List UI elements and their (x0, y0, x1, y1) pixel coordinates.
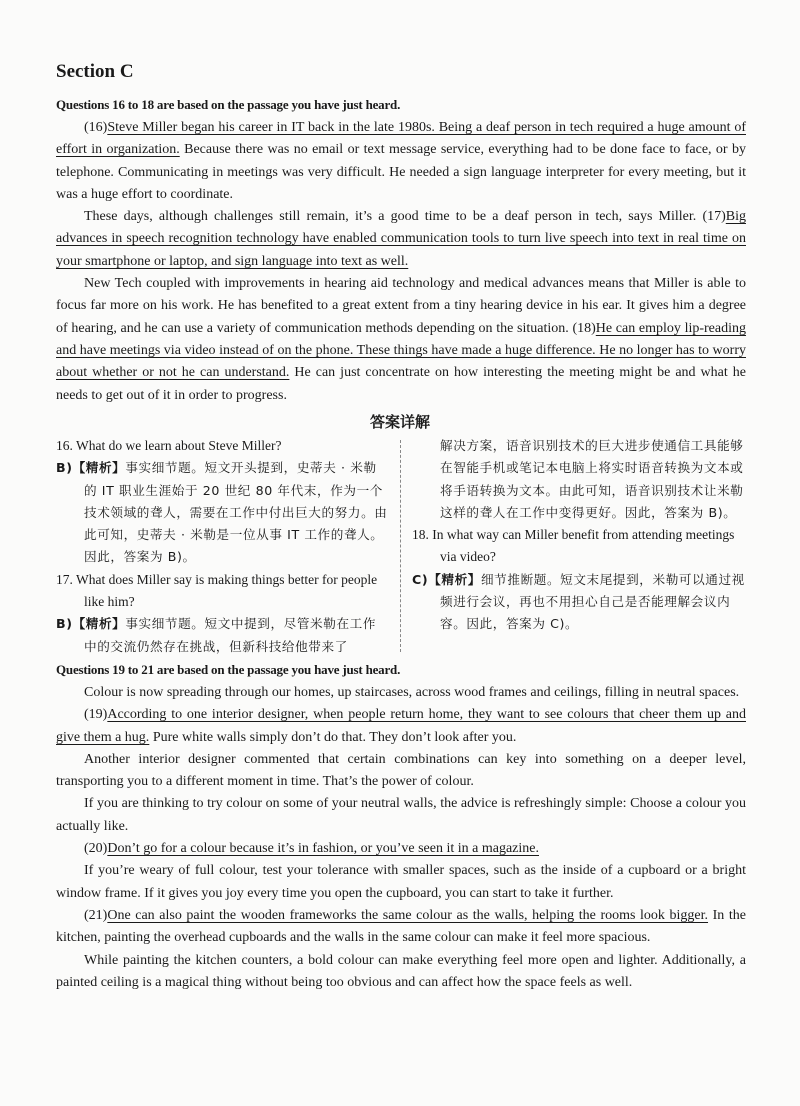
passage-paragraph (56, 273, 746, 407)
underlined-answer-text: Don’t go for a colour because it’s in fashion, or you’ve seen it in a magazine. (107, 841, 539, 857)
question-marker: (21) (84, 907, 108, 923)
answer-choice: B) (56, 616, 73, 632)
underlined-answer-text: One can also paint the wooden frameworks the same colour as the walls, helping the rooms look bigger. (107, 907, 709, 923)
passage-paragraph (56, 704, 746, 749)
paragraph-text: These days, although challenges still remain, it’s a good time to be a deaf person in tech, says Miller. (84, 209, 703, 225)
underlined-answer-text: According to one interior designer, when people return home, they want to see colours that cheer them up and give them a hug. (56, 707, 746, 745)
answer-16 (56, 457, 389, 568)
question-18: 18. In what way can Miller benefit from attending meetings via video? (412, 527, 735, 565)
answer-18 (412, 569, 746, 636)
analysis-text: 细节推断题。短文末尾提到，米勒可以通过视频进行会议，再也不用担心自己是否能理解会议内容。因此，答案为 C)。 (440, 571, 745, 632)
passage-paragraph (56, 905, 746, 950)
question-17: 17. What does Miller say is making things better for people like him? (56, 571, 378, 610)
passage-paragraph: While painting the kitchen counters, a bold colour can make everything feel more open and lighter. Additionally, a painted ceiling is a magical thing without being too obvious and can affect how the space feels as well. (56, 952, 746, 990)
paragraph-text: He can just concentrate on how interesting the meeting might be and what he needs to get out of it in order to progress. (56, 365, 746, 403)
passage-paragraph: If you are thinking to try colour on some of your neutral walls, the advice is refreshingly simple: Choose a colour you actually like. (56, 796, 746, 834)
paragraph-text: In the kitchen, painting the overhead cupboards and the walls in the same colour can make it feel more spacious. (56, 907, 746, 946)
answer-17 (56, 613, 389, 658)
answer-choice: C) (412, 571, 429, 587)
analysis-tag: 【精析】 (72, 616, 126, 632)
paragraph-text: New Tech coupled with improvements in hearing aid technology and medical advances means that Miller is able to focus far more on his work. He has benefited to a great extent from a tiny hearing device in his ear. It gives him a degree of hearing, and he can use a variety of communication methods depending on the situation. (56, 276, 746, 336)
answer-explanations-title: 答案详解 (369, 413, 430, 431)
passage-paragraph (56, 206, 746, 273)
passage-19-21 (56, 682, 746, 994)
answers-left-column (56, 435, 389, 658)
underlined-answer-text: He can employ lip-reading and have meetings via video instead of on the phone. These things have made a huge difference. He no longer has to worry about whether or not he can understand. (56, 320, 747, 381)
passage-paragraph (56, 838, 746, 860)
section-title: Section C (56, 61, 134, 82)
paragraph-text: Pure white walls simply don’t do that. They don’t look after you. (149, 729, 517, 745)
underlined-answer-text: Steve Miller began his career in IT back in the late 1980s. Being a deaf person in tech required a huge amount of effort in organization. (56, 120, 746, 158)
analysis-text: 事实细节题。短文中提到，尽管米勒在工作中的交流仍然存在挑战，但新科技给他带来了 (84, 616, 377, 654)
passage-paragraph: If you’re weary of full colour, test your tolerance with smaller spaces, such as the inside of a cupboard or a bright window frame. If it gives you joy every time you open the cupboard, you can start to take it further. (56, 863, 746, 901)
analysis-tag: 【精析】 (428, 571, 481, 587)
questions-19-21-heading: Questions 19 to 21 are based on the passage you have just heard. (56, 662, 401, 677)
question-16: 16. What do we learn about Steve Miller? (56, 438, 282, 453)
paragraph-text: Because there was no email or text message service, everything had to be done face to face, or by telephone. Communicating in meetings was very difficult. He needed a sign language interpreter for every meeting, but it was a huge effort to coordinate. (56, 142, 746, 202)
passage-paragraph (56, 117, 746, 206)
passage-16-18 (56, 117, 746, 407)
answer-17-continued: 解决方案，语音识别技术的巨大进步使通信工具能够在智能手机或笔记本电脑上将实时语音转换为文本或将手语转换为文本。由此可知，语音识别技术让米勒这样的聋人在工作中变得更好。因此，答案为 B)。 (440, 438, 744, 520)
underlined-answer-text: Big advances in speech recognition technology have enabled communication tools to turn live speech into text in real time on your smartphone or laptop, and sign language into text as well. (56, 209, 746, 269)
answer-choice: B) (56, 460, 73, 476)
question-marker: (18) (572, 320, 596, 336)
question-marker: (16) (84, 120, 108, 135)
questions-16-18-heading: Questions 16 to 18 are based on the passage you have just heard. (56, 97, 401, 112)
answers-right-column (412, 435, 746, 636)
analysis-text: 事实细节题。短文开头提到，史蒂夫 · 米勒的 IT 职业生涯始于 20 世纪 80 年代末，作为一个技术领域的聋人，需要在工作中付出巨大的努力。由此可知，史蒂夫 · 米勒是一位从事 IT 工作的聋人。因此，答案为 B)。 (84, 460, 388, 565)
question-marker: (17) (702, 209, 726, 225)
passage-paragraph: Another interior designer commented that certain combinations can key into something on a deeper level, transporting you to a different moment in time. That’s the power of colour. (56, 751, 746, 790)
column-divider (400, 440, 401, 652)
question-marker: (20) (84, 841, 108, 857)
passage-paragraph: Colour is now spreading through our homes, up staircases, across wood frames and ceilings, filling in neutral spaces. (84, 685, 740, 700)
analysis-tag: 【精析】 (72, 460, 126, 476)
question-marker: (19) (84, 707, 108, 723)
